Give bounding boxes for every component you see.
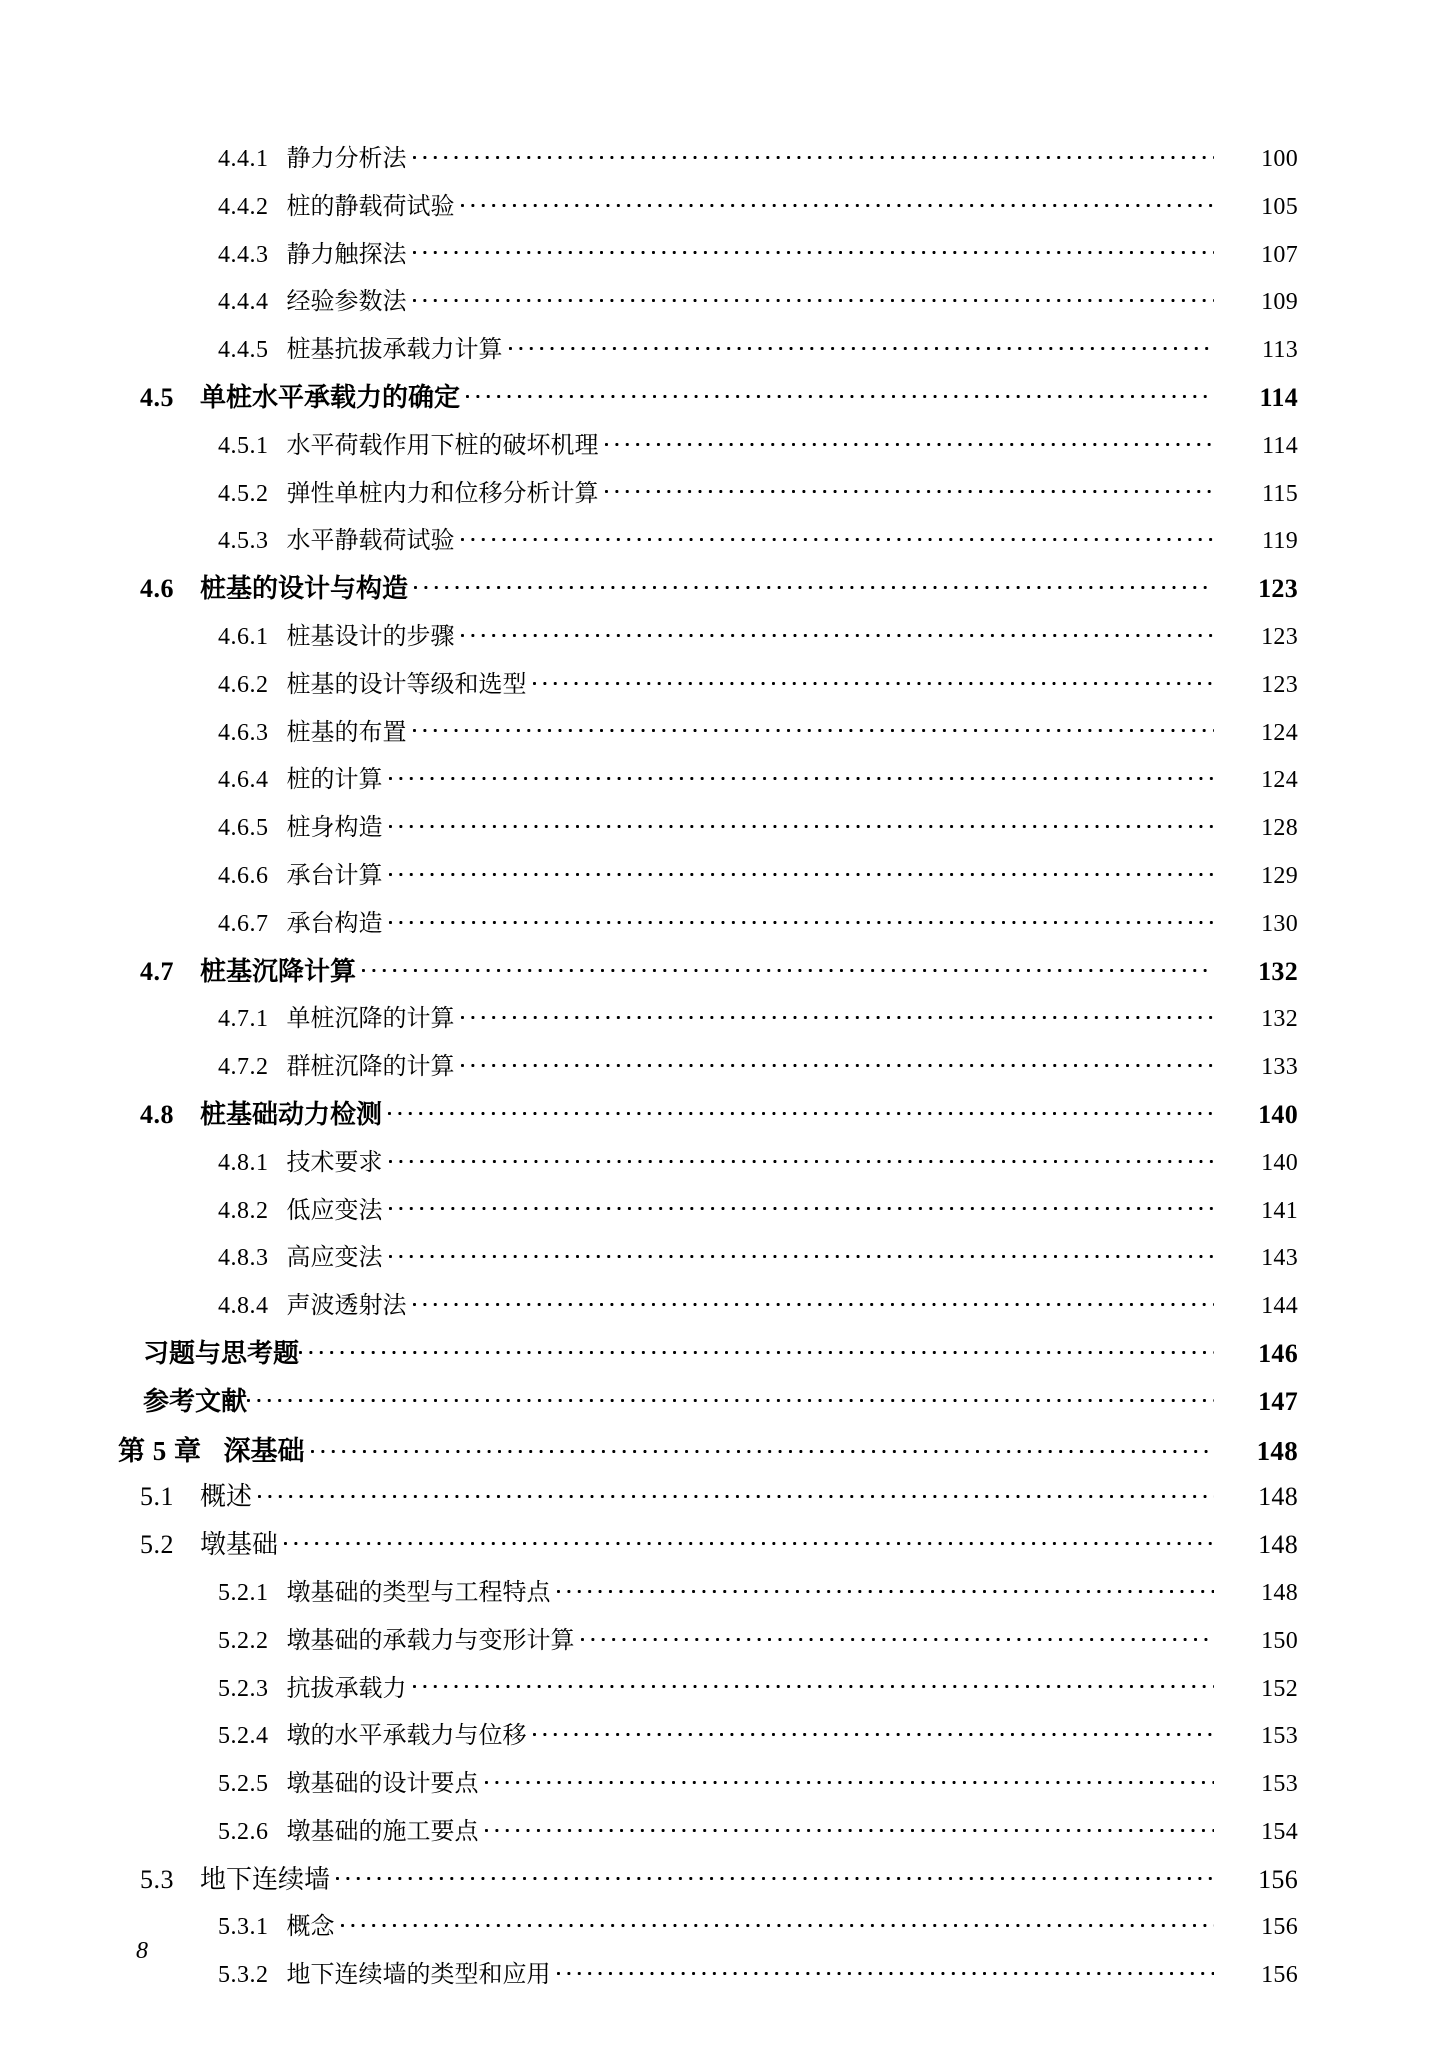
toc-entry-page-number: 144 [1261, 1293, 1298, 1320]
toc-entry-title: 桩基沉降计算 [200, 956, 357, 986]
toc-entry[interactable] [118, 1476, 1298, 1524]
toc-entry[interactable] [118, 1524, 1298, 1572]
toc-entry-page-number: 105 [1261, 193, 1298, 220]
toc-entry-number: 4.4.3 [218, 241, 269, 268]
toc-leader-dots [414, 571, 1214, 597]
toc-entry[interactable] [118, 1046, 1298, 1094]
toc-leader-dots [413, 285, 1215, 309]
toc-entry-label [218, 998, 461, 1033]
toc-entry-label [218, 807, 389, 842]
toc-leader-dots [605, 429, 1215, 453]
toc-entry-label [140, 1524, 284, 1561]
toc-entry-number: 4.5.3 [218, 528, 269, 555]
toc-leader-dots [581, 1624, 1215, 1648]
toc-entry-number: 5.2.6 [218, 1818, 269, 1845]
toc-entry-title: 参考文献 [143, 1386, 248, 1416]
toc-entry-title: 墩基础的类型与工程特点 [286, 1579, 551, 1606]
toc-entry-title: 桩基的设计等级和选型 [286, 671, 527, 698]
toc-entry-title: 习题与思考题 [143, 1338, 300, 1368]
toc-entry-title: 静力触探法 [286, 241, 407, 268]
toc-entry-label [218, 855, 389, 890]
toc-entry-title: 桩基础动力检测 [200, 1099, 383, 1129]
toc-entry[interactable] [118, 1715, 1298, 1763]
toc-leader-dots [389, 907, 1215, 931]
toc-entry-page-number: 148 [1261, 1579, 1298, 1606]
toc-entry-label [218, 1046, 461, 1081]
toc-leader-dots [389, 763, 1215, 787]
toc-entry-title: 水平荷载作用下桩的破坏机理 [286, 432, 599, 459]
toc-entry-label [140, 1859, 336, 1896]
toc-entry-label [218, 1715, 533, 1750]
toc-entry[interactable] [118, 1954, 1298, 2002]
toc-entry-label [218, 520, 461, 555]
toc-entry-page-number: 140 [1258, 1099, 1298, 1129]
toc-entry[interactable] [118, 1237, 1298, 1285]
toc-leader-dots [311, 1433, 1215, 1460]
toc-entry-title: 承台计算 [286, 862, 383, 889]
toc-entry-page-number: 128 [1261, 815, 1298, 842]
toc-entry-number: 4.6.3 [218, 719, 269, 746]
toc-entry[interactable] [118, 1811, 1298, 1859]
toc-entry[interactable] [118, 377, 1298, 425]
toc-entry[interactable] [118, 329, 1298, 377]
toc-entry-title: 抗拔承载力 [286, 1675, 407, 1702]
toc-entry-title: 桩的计算 [286, 767, 383, 794]
toc-entry-label [218, 138, 413, 173]
toc-entry-title: 概述 [200, 1482, 253, 1512]
toc-entry-number: 4.8.3 [218, 1245, 269, 1272]
toc-entry-page-number: 124 [1261, 719, 1298, 746]
toc-entry-label [140, 951, 362, 988]
toc-entry-page-number: 143 [1261, 1245, 1298, 1272]
toc-entry-page-number: 147 [1258, 1386, 1298, 1416]
toc-leader-dots [389, 1241, 1215, 1265]
toc-entry-number: 4.5.2 [218, 480, 269, 507]
toc-leader-dots [533, 1719, 1215, 1743]
toc-entry-number: 5.3.1 [218, 1914, 269, 1941]
toc-leader-dots [284, 1527, 1214, 1553]
toc-entry-number: 5.3 [140, 1864, 174, 1894]
toc-entry-page-number: 132 [1261, 1006, 1298, 1033]
toc-leader-dots [336, 1862, 1214, 1888]
toc-entry-label [218, 616, 461, 651]
toc-entry-number: 4.6.5 [218, 815, 269, 842]
toc-entry-page-number: 130 [1261, 910, 1298, 937]
toc-leader-dots [533, 668, 1215, 692]
toc-entry-label [118, 1429, 311, 1468]
toc-entry-page-number: 148 [1256, 1435, 1298, 1466]
toc-entry[interactable] [118, 138, 1298, 186]
toc-entry-title: 高应变法 [286, 1245, 383, 1272]
toc-entry[interactable] [118, 1381, 1298, 1429]
toc-entry-number: 5.2.2 [218, 1627, 269, 1654]
toc-entry[interactable] [118, 998, 1298, 1046]
toc-entry-page-number: 113 [1261, 337, 1298, 364]
toc-entry-page-number: 114 [1261, 432, 1298, 459]
toc-entry-number: 5.1 [140, 1482, 174, 1512]
toc-entry[interactable] [118, 520, 1298, 568]
toc-entry-label [140, 1476, 258, 1513]
toc-entry-title: 低应变法 [286, 1197, 383, 1224]
toc-entry-title: 墩基础 [200, 1530, 279, 1560]
toc-entry-number: 4.6.6 [218, 862, 269, 889]
toc-entry-label [218, 1285, 413, 1320]
toc-leader-dots [485, 1767, 1215, 1791]
toc-entry-page-number: 146 [1258, 1338, 1298, 1368]
toc-entry[interactable] [118, 855, 1298, 903]
toc-entry-page-number: 152 [1261, 1675, 1298, 1702]
toc-entry[interactable] [118, 616, 1298, 664]
toc-entry-number: 4.6.7 [218, 910, 269, 937]
toc-entry-label [218, 234, 413, 269]
toc-entry[interactable] [118, 951, 1298, 999]
toc-entry[interactable] [118, 1620, 1298, 1668]
toc-entry-page-number: 148 [1258, 1530, 1298, 1560]
toc-entry-page-number: 123 [1261, 671, 1298, 698]
toc-leader-dots [605, 477, 1215, 501]
toc-entry-page-number: 132 [1258, 956, 1298, 986]
toc-entry[interactable] [118, 425, 1298, 473]
toc-entry-title: 墩基础的设计要点 [286, 1771, 479, 1798]
toc-entry-label [218, 759, 389, 794]
toc-leader-dots [413, 1289, 1215, 1313]
toc-entry-title: 水平静载荷试验 [286, 528, 455, 555]
toc-leader-dots [247, 1384, 1214, 1410]
toc-entry-title: 桩基的设计与构造 [200, 574, 409, 604]
toc-entry-label [218, 1620, 581, 1655]
toc-leader-dots [466, 380, 1214, 406]
toc-entry[interactable] [118, 807, 1298, 855]
toc-entry-number: 4.4.1 [218, 146, 269, 172]
toc-entry-label [218, 1763, 485, 1798]
toc-entry-page-number: 154 [1261, 1818, 1298, 1845]
toc-entry[interactable] [118, 664, 1298, 712]
toc-entry-page-number: 133 [1261, 1054, 1298, 1081]
toc-entry-number: 4.4.5 [218, 337, 269, 364]
toc-entry-label [218, 1572, 557, 1607]
toc-entry-label [218, 1954, 557, 1989]
toc-entry-title: 桩身构造 [286, 815, 383, 842]
toc-entry-label [218, 1190, 389, 1225]
toc-entry-title: 静力分析法 [286, 146, 407, 172]
toc-entry-label [218, 329, 509, 364]
toc-leader-dots [299, 1336, 1214, 1362]
toc-entry[interactable] [118, 1094, 1298, 1142]
toc-entry[interactable] [118, 759, 1298, 807]
toc-entry-title: 概念 [286, 1914, 335, 1941]
toc-entry-title: 桩基抗拔承载力计算 [286, 337, 503, 364]
toc-entry-label [143, 1333, 299, 1370]
toc-leader-dots [413, 716, 1215, 740]
toc-entry-page-number: 107 [1261, 241, 1298, 268]
toc-leader-dots [557, 1576, 1215, 1600]
toc-entry-number: 4.6 [140, 574, 174, 604]
toc-entry-page-number: 100 [1261, 146, 1298, 172]
toc-entry-label [218, 473, 605, 508]
toc-entry[interactable] [118, 1285, 1298, 1333]
toc-entry-label [140, 377, 466, 414]
toc-entry-label [218, 1668, 413, 1703]
toc-entry-title: 技术要求 [286, 1149, 383, 1176]
toc-entry-number: 4.6.1 [218, 623, 269, 650]
toc-entry-number: 5.2.4 [218, 1723, 269, 1750]
toc-entry[interactable] [118, 234, 1298, 282]
toc-entry-label [218, 1237, 389, 1272]
toc-leader-dots [557, 1958, 1215, 1982]
toc-entry[interactable] [118, 1429, 1298, 1477]
toc-leader-dots [258, 1479, 1214, 1505]
toc-entry-label [218, 712, 413, 747]
toc-entry-title: 声波透射法 [286, 1293, 407, 1320]
toc-entry-page-number: 156 [1261, 1914, 1298, 1941]
toc-entry-number: 5.2.3 [218, 1675, 269, 1702]
toc-entry-number: 4.5.1 [218, 432, 269, 459]
toc-entry-title: 单桩沉降的计算 [286, 1006, 455, 1033]
toc-entry-number: 4.8.4 [218, 1293, 269, 1320]
toc-entry-number: 4.4.4 [218, 289, 269, 316]
toc-leader-dots [362, 954, 1214, 980]
toc-entry-number: 4.8.1 [218, 1149, 269, 1176]
toc-leader-dots [389, 811, 1215, 835]
toc-entry-label [218, 186, 461, 221]
toc-entry-number: 5.2.5 [218, 1771, 269, 1798]
toc-entry-page-number: 124 [1261, 767, 1298, 794]
toc-entry-label [218, 281, 413, 316]
toc-entry[interactable] [118, 1668, 1298, 1716]
toc-leader-dots [509, 333, 1215, 357]
toc-entry[interactable] [118, 1859, 1298, 1907]
toc-entry[interactable] [118, 712, 1298, 760]
toc-entry-page-number: 153 [1261, 1771, 1298, 1798]
toc-leader-dots [389, 1194, 1215, 1218]
page-folio-number: 8 [136, 1938, 148, 1964]
toc-entry-title: 桩的静载荷试验 [286, 193, 455, 220]
toc-entry[interactable] [118, 473, 1298, 521]
toc-leader-dots [461, 190, 1215, 214]
toc-entry-number: 4.6.2 [218, 671, 269, 698]
toc-entry[interactable] [118, 1906, 1298, 1954]
toc-entry-number: 5.2 [140, 1530, 174, 1560]
toc-entry-title: 地下连续墙的类型和应用 [286, 1962, 551, 1989]
toc-entry-page-number: 129 [1261, 862, 1298, 889]
toc-entry-title: 墩基础的施工要点 [286, 1818, 479, 1845]
toc-entry-number: 4.8 [140, 1099, 174, 1129]
toc-leader-dots [389, 1146, 1215, 1170]
toc-entry-label [218, 425, 605, 460]
toc-entry-page-number: 141 [1261, 1197, 1298, 1224]
toc-entry-title: 地下连续墙 [200, 1864, 331, 1894]
toc-leader-dots [413, 238, 1215, 262]
toc-entry-number: 4.8.2 [218, 1197, 269, 1224]
toc-entry-page-number: 148 [1258, 1482, 1298, 1512]
toc-entry-page-number: 140 [1261, 1149, 1298, 1176]
toc-entry-page-number: 115 [1261, 480, 1298, 507]
toc-entry-page-number: 119 [1261, 528, 1298, 555]
toc-leader-dots [413, 142, 1215, 166]
toc-entry-title: 承台构造 [286, 910, 383, 937]
toc-entry-number: 4.5 [140, 382, 174, 412]
toc-entry-title: 深基础 [223, 1435, 305, 1466]
toc-entry-list [118, 138, 1298, 2002]
toc-leader-dots [388, 1097, 1214, 1123]
toc-entry-title: 墩基础的承载力与变形计算 [286, 1627, 575, 1654]
toc-entry-number: 4.7 [140, 956, 174, 986]
toc-entry-title: 群桩沉降的计算 [286, 1054, 455, 1081]
toc-entry[interactable] [118, 281, 1298, 329]
toc-entry-page-number: 156 [1261, 1962, 1298, 1989]
toc-entry-label [140, 568, 414, 605]
toc-entry-page-number: 114 [1259, 382, 1298, 412]
toc-entry-label [218, 664, 533, 699]
toc-entry-page-number: 150 [1261, 1627, 1298, 1654]
toc-entry-page-number: 153 [1261, 1723, 1298, 1750]
toc-entry-label [143, 1381, 247, 1418]
toc-entry-label [218, 1811, 485, 1846]
toc-leader-dots [389, 859, 1215, 883]
toc-entry[interactable] [118, 568, 1298, 616]
toc-entry[interactable] [118, 1333, 1298, 1381]
toc-leader-dots [461, 1002, 1215, 1026]
toc-entry[interactable] [118, 903, 1298, 951]
toc-leader-dots [461, 524, 1215, 548]
toc-entry-title: 桩基设计的步骤 [286, 623, 455, 650]
toc-entry-page-number: 123 [1258, 574, 1298, 604]
toc-leader-dots [485, 1815, 1215, 1839]
toc-entry-title: 单桩水平承载力的确定 [200, 382, 461, 412]
toc-entry[interactable] [118, 1763, 1298, 1811]
toc-entry[interactable] [118, 1190, 1298, 1238]
toc-entry[interactable] [118, 186, 1298, 234]
toc-leader-dots [461, 1050, 1215, 1074]
toc-entry-page-number: 156 [1258, 1864, 1298, 1894]
toc-entry[interactable] [118, 1572, 1298, 1620]
toc-entry[interactable] [118, 1142, 1298, 1190]
toc-entry-number: 5.3.2 [218, 1962, 269, 1989]
toc-entry-number: 4.7.1 [218, 1006, 269, 1033]
toc-leader-dots [413, 1672, 1215, 1696]
toc-entry-page-number: 109 [1261, 289, 1298, 316]
toc-entry-title: 弹性单桩内力和位移分析计算 [286, 480, 599, 507]
toc-entry-label [218, 1906, 341, 1941]
toc-entry-title: 墩的水平承载力与位移 [286, 1723, 527, 1750]
toc-entry-title: 经验参数法 [286, 289, 407, 316]
toc-entry-label [140, 1094, 388, 1131]
toc-entry-number: 4.4.2 [218, 193, 269, 220]
toc-leader-dots [461, 620, 1215, 644]
toc-entry-number: 4.6.4 [218, 767, 269, 794]
toc-entry-number: 4.7.2 [218, 1054, 269, 1081]
toc-entry-number: 5.2.1 [218, 1579, 269, 1606]
toc-entry-label [218, 903, 389, 938]
toc-entry-number: 第 5 章 [118, 1435, 202, 1466]
toc-entry-title: 桩基的布置 [286, 719, 407, 746]
toc-leader-dots [341, 1910, 1215, 1934]
toc-entry-label [218, 1142, 389, 1177]
toc-entry-page-number: 123 [1261, 623, 1298, 650]
